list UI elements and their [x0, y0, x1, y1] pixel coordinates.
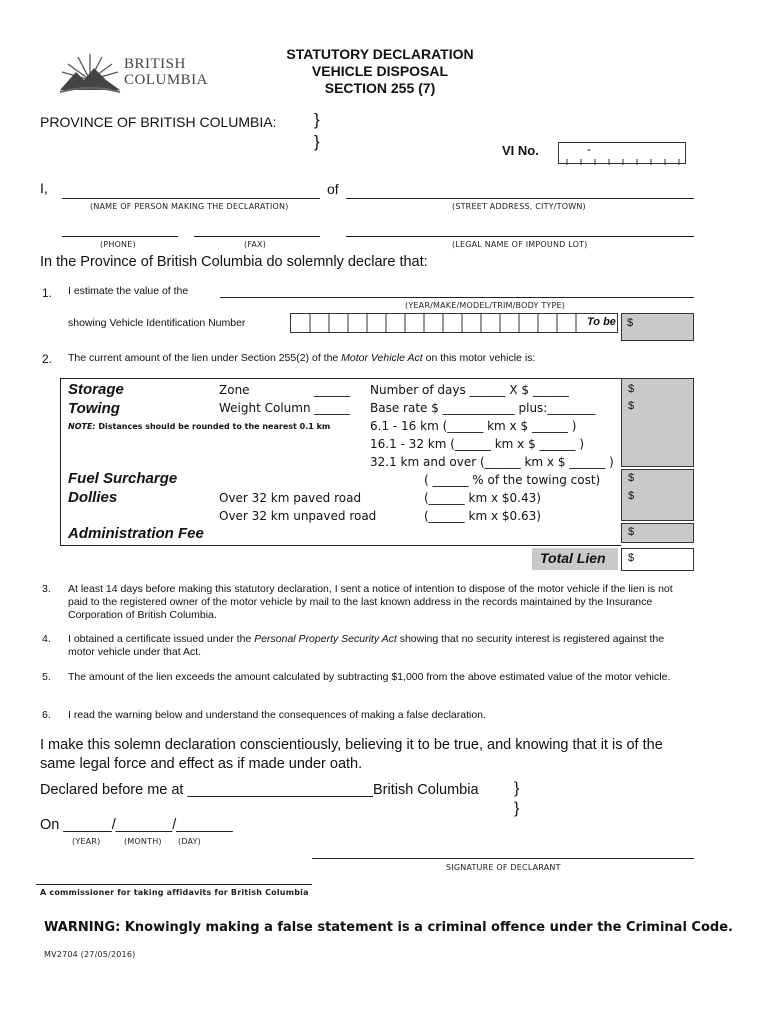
item3-text: At least 14 days before making this statutory declaration, I sent a notice of intention to dispose of the motor vehicle if the lien is not paid to the registered owner of the motor vehicle by mail to the last known address in the records maintained by the Insurance Corporation of British Columbia.	[68, 583, 673, 621]
fax-caption: (FAX)	[244, 240, 267, 249]
commissioner-caption: A commissioner for taking affidavits for British Columbia	[40, 888, 309, 897]
item5-num: 5.	[42, 671, 51, 683]
title-line-3: SECTION 255 (7)	[324, 80, 436, 96]
form-title	[250, 46, 510, 97]
vi-number-field[interactable]	[558, 142, 686, 164]
item2-act: Motor Vehicle Act	[341, 352, 423, 364]
range-2-calc[interactable]: 16.1 - 32 km (______ km x $ ______ )	[370, 437, 585, 451]
item1-num: 1.	[42, 286, 53, 300]
solemn-declaration: I make this solemn declaration conscientiously, believing it to be true, and knowing that it is of the same legal force and effect as if made under oath.	[40, 737, 663, 772]
weight-field[interactable]: ______	[314, 401, 350, 415]
dollies-label: Dollies	[68, 489, 118, 506]
storage-towing-amount[interactable]	[621, 378, 694, 467]
item5-text: The amount of the lien exceeds the amount calculated by subtracting $1,000 from the above estimated value of the motor vehicle.	[68, 671, 671, 683]
vin-label: showing Vehicle Identification Number	[68, 317, 246, 329]
impound-caption: (LEGAL NAME OF IMPOUND LOT)	[452, 240, 588, 249]
signature-field[interactable]	[312, 858, 694, 859]
street-field[interactable]	[346, 198, 694, 199]
zone-field[interactable]: ______	[314, 383, 350, 397]
item2-text-a: The current amount of the lien under Section 255(2) of the	[68, 352, 342, 364]
phone-caption: (PHONE)	[100, 240, 136, 249]
warning-text: WARNING: Knowingly making a false statement is a criminal offence under the Criminal Code.	[44, 920, 733, 935]
distance-note	[68, 422, 330, 431]
fuel-dollar: $	[628, 472, 635, 484]
paved-calc[interactable]: (______ km x $0.43)	[424, 491, 541, 505]
declared-line[interactable]: Declared before me at _______________________British Columbia	[40, 782, 479, 798]
value-dollar: $	[627, 317, 634, 329]
fuel-calc[interactable]: ( ______ % of the towing cost)	[424, 473, 601, 487]
brace-1: }	[314, 110, 320, 129]
item4-text-a: I obtained a certificate issued under the	[68, 633, 255, 645]
item6-text: I read the warning below and understand the consequences of making a false declaration.	[68, 709, 486, 721]
commissioner-field[interactable]	[36, 884, 312, 885]
impound-field[interactable]	[346, 236, 694, 237]
vi-label: VI No.	[502, 143, 539, 158]
fuel-label: Fuel Surcharge	[68, 470, 178, 487]
item2-text-b: on this motor vehicle is:	[422, 352, 536, 364]
logo-text-2: COLUMBIA	[124, 72, 209, 88]
vin-cell-dividers	[291, 314, 617, 332]
bc-logo	[58, 50, 208, 94]
bc-sun-mountain-icon	[58, 50, 122, 94]
paved-label: Over 32 km paved road	[219, 491, 362, 505]
fax-field[interactable]	[194, 236, 320, 237]
dollies-dollar: $	[628, 490, 635, 502]
zone-label: Zone	[219, 383, 250, 397]
item2-num: 2.	[42, 352, 53, 366]
total-dollar: $	[628, 552, 635, 564]
item4-text-b: showing that no security interest is registered against the motor vehicle under that Act.	[68, 633, 665, 658]
brace-2: }	[314, 132, 320, 151]
year-caption: (YEAR)	[72, 837, 101, 846]
fuel-dollies-amount[interactable]	[621, 469, 694, 521]
item3-num: 3.	[42, 583, 51, 595]
range-1-calc[interactable]: 6.1 - 16 km (______ km x $ ______ )	[370, 419, 577, 433]
note-label: NOTE:	[68, 422, 96, 431]
brace-4: }	[514, 800, 520, 817]
vehicle-caption: (YEAR/MAKE/MODEL/TRIM/BODY TYPE)	[405, 301, 566, 310]
vin-field[interactable]	[290, 313, 618, 333]
item4-text	[68, 633, 690, 659]
signature-caption: SIGNATURE OF DECLARANT	[446, 863, 561, 872]
province-label: PROVINCE OF BRITISH COLUMBIA:	[40, 114, 277, 130]
title-line-2: VEHICLE DISPOSAL	[311, 63, 449, 79]
day-caption: (DAY)	[178, 837, 201, 846]
storage-days-calc[interactable]: Number of days ______ X $ ______	[370, 383, 569, 397]
base-rate-calc[interactable]: Base rate $ ____________ plus:________	[370, 401, 596, 415]
vi-tick-marks	[559, 143, 687, 165]
admin-fee-label: Administration Fee	[68, 525, 204, 542]
brace-3: }	[514, 780, 520, 797]
towing-label: Towing	[68, 400, 120, 417]
towing-dollar: $	[628, 400, 635, 412]
admin-dollar: $	[628, 526, 635, 538]
value-field[interactable]	[621, 313, 694, 341]
declare-heading: In the Province of British Columbia do solemnly declare that:	[40, 254, 428, 270]
item4-num: 4.	[42, 633, 51, 645]
storage-label: Storage	[68, 381, 124, 398]
admin-fee-amount[interactable]	[621, 523, 694, 543]
storage-dollar: $	[628, 383, 635, 395]
of-label: of	[327, 181, 339, 197]
month-caption: (MONTH)	[124, 837, 162, 846]
form-id: MV2704 (27/05/2016)	[44, 950, 136, 959]
title-line-1: STATUTORY DECLARATION	[286, 46, 474, 62]
phone-field[interactable]	[62, 236, 178, 237]
unpaved-calc[interactable]: (______ km x $0.63)	[424, 509, 541, 523]
total-lien-label: Total Lien	[540, 550, 606, 566]
name-field[interactable]	[62, 198, 320, 199]
name-caption: (NAME OF PERSON MAKING THE DECLARATION)	[90, 202, 289, 211]
item2-text	[68, 352, 535, 364]
date-line[interactable]: On ______/_______/_______	[40, 817, 233, 833]
logo-text-1: BRITISH	[124, 56, 186, 72]
i-label: I,	[40, 180, 48, 196]
item1-text: I estimate the value of the	[68, 285, 189, 297]
street-caption: (STREET ADDRESS, CITY/TOWN)	[452, 202, 586, 211]
note-text: Distances should be rounded to the nearest 0.1 km	[95, 422, 331, 431]
range-3-calc[interactable]: 32.1 km and over (______ km x $ ______ )	[370, 455, 614, 469]
total-lien-amount[interactable]	[621, 548, 694, 571]
to-be-label: To be	[587, 316, 616, 328]
item6-num: 6.	[42, 709, 51, 721]
unpaved-label: Over 32 km unpaved road	[219, 509, 377, 523]
weight-label: Weight Column	[219, 401, 311, 415]
item4-act: Personal Property Security Act	[254, 633, 397, 645]
vehicle-description-field[interactable]	[220, 297, 694, 298]
vi-dash: -	[587, 142, 591, 156]
